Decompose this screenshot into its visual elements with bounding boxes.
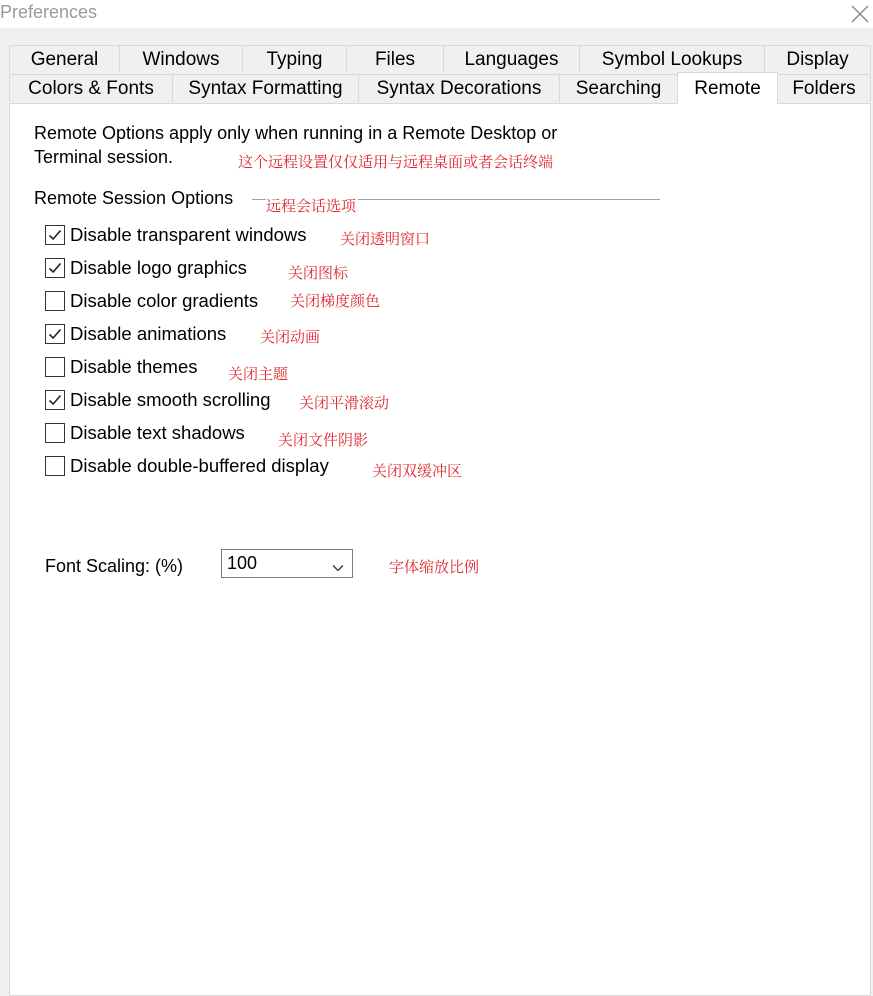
tab-syntax-decorations[interactable]: Syntax Decorations	[358, 74, 560, 102]
tab-colors-fonts[interactable]: Colors & Fonts	[9, 74, 173, 102]
tab-searching[interactable]: Searching	[559, 74, 678, 102]
checkbox-disable-color-gradients[interactable]	[45, 291, 65, 311]
tab-remote[interactable]: Remote	[677, 72, 778, 104]
checkbox-disable-double-buffered-display[interactable]	[45, 456, 65, 476]
checkbox-disable-text-shadows[interactable]	[45, 423, 65, 443]
option-label-animations[interactable]: Disable animations	[70, 323, 227, 344]
option-annotation-smooth-scrolling: 关闭平滑滚动	[299, 395, 390, 412]
option-label-smooth-scrolling[interactable]: Disable smooth scrolling	[70, 389, 271, 410]
tab-languages[interactable]: Languages	[443, 45, 580, 73]
option-label-transparent-windows[interactable]: Disable transparent windows	[70, 224, 307, 245]
intro-annotation: 这个远程设置仅仅适用与远程桌面或者会话终端	[238, 154, 554, 171]
tab-general[interactable]: General	[9, 45, 120, 73]
window-title: Preferences	[0, 2, 98, 22]
option-annotation-animations: 关闭动画	[260, 329, 321, 346]
checkbox-disable-logo-graphics[interactable]	[45, 258, 65, 278]
chevron-down-icon	[332, 559, 344, 577]
tab-symbol-lookups[interactable]: Symbol Lookups	[579, 45, 765, 73]
checkmark-icon	[48, 327, 62, 341]
checkbox-disable-animations[interactable]	[45, 324, 65, 344]
checkbox-disable-themes[interactable]	[45, 357, 65, 377]
checkmark-icon	[48, 261, 62, 275]
checkmark-icon	[48, 393, 62, 407]
option-annotation-text-shadows: 关闭文件阴影	[278, 432, 369, 449]
intro-text-line2: Terminal session.	[34, 147, 174, 167]
section-annotation: 远程会话选项	[266, 195, 358, 216]
checkbox-disable-smooth-scrolling[interactable]	[45, 390, 65, 410]
option-label-text-shadows[interactable]: Disable text shadows	[70, 422, 245, 443]
font-scaling-annotation: 字体缩放比例	[389, 559, 480, 576]
option-annotation-double-buffered-display: 关闭双缓冲区	[372, 463, 463, 480]
option-annotation-transparent-windows: 关闭透明窗口	[340, 231, 431, 248]
option-label-double-buffered-display[interactable]: Disable double-buffered display	[70, 455, 329, 476]
option-annotation-themes: 关闭主题	[228, 366, 289, 383]
option-annotation-logo-graphics: 关闭图标	[288, 265, 349, 282]
checkbox-disable-transparent-windows[interactable]	[45, 225, 65, 245]
font-scaling-value: 100	[227, 553, 258, 573]
intro-text-line1: Remote Options apply only when running in a Remote Desktop or	[34, 123, 558, 143]
section-title: Remote Session Options	[34, 188, 234, 208]
option-label-themes[interactable]: Disable themes	[70, 356, 198, 377]
tab-display[interactable]: Display	[764, 45, 871, 73]
tab-files[interactable]: Files	[346, 45, 444, 73]
option-label-logo-graphics[interactable]: Disable logo graphics	[70, 257, 247, 278]
checkmark-icon	[48, 228, 62, 242]
tab-syntax-formatting[interactable]: Syntax Formatting	[172, 74, 359, 102]
option-annotation-color-gradients: 关闭梯度颜色	[290, 293, 381, 310]
tab-typing[interactable]: Typing	[242, 45, 347, 73]
tab-folders[interactable]: Folders	[777, 74, 871, 102]
option-label-color-gradients[interactable]: Disable color gradients	[70, 290, 259, 311]
font-scaling-label: Font Scaling: (%)	[45, 556, 184, 576]
tab-windows[interactable]: Windows	[119, 45, 243, 73]
font-scaling-select[interactable]	[221, 549, 353, 578]
